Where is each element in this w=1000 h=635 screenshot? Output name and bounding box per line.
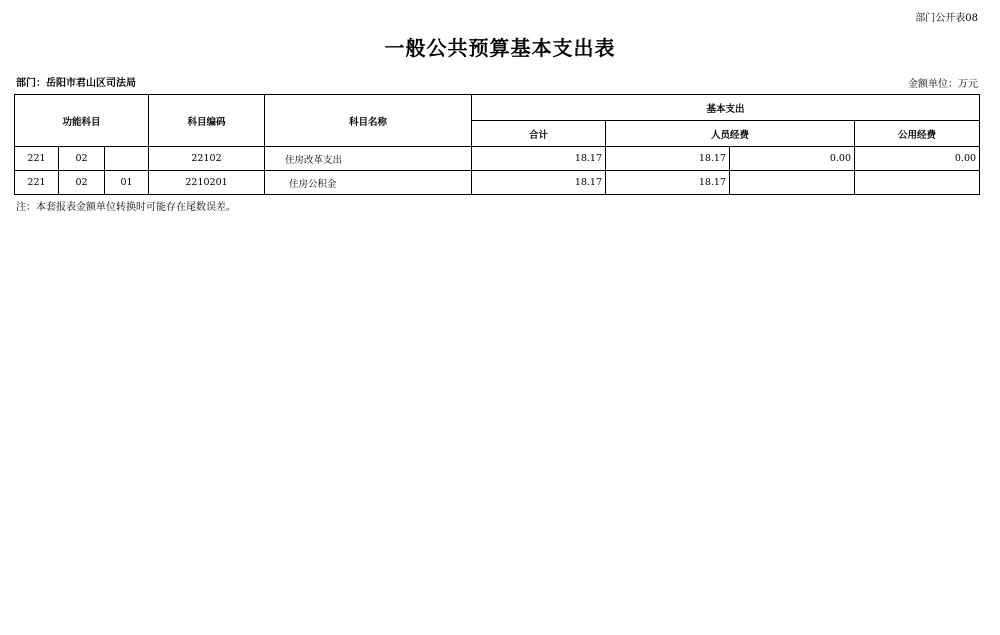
header-public: 公用经费	[855, 121, 980, 147]
department-label: 部门：岳阳市君山区司法局	[16, 78, 136, 89]
cell-name: 住房公积金	[265, 171, 472, 195]
cell-total: 18.17	[472, 147, 606, 171]
header-function-subject: 功能科目	[15, 95, 149, 147]
form-code: 部门公开表08	[915, 13, 978, 24]
cell-item: 01	[105, 171, 149, 195]
cell-item	[105, 147, 149, 171]
table-row	[15, 171, 980, 195]
cell-personnel: 18.17	[606, 171, 730, 195]
cell-class: 221	[15, 171, 59, 195]
cell-section: 02	[59, 171, 105, 195]
header-personnel: 人员经费	[606, 121, 855, 147]
cell-section: 02	[59, 147, 105, 171]
header-row-1	[15, 95, 980, 121]
cell-code: 2210201	[149, 171, 265, 195]
cell-class: 221	[15, 147, 59, 171]
cell-public	[855, 171, 980, 195]
header-basic-expenditure: 基本支出	[472, 95, 980, 121]
cell-personnel-extra: 0.00	[730, 147, 855, 171]
cell-code: 22102	[149, 147, 265, 171]
cell-personnel: 18.17	[606, 147, 730, 171]
header-total: 合计	[472, 121, 606, 147]
cell-total: 18.17	[472, 171, 606, 195]
footnote: 注：本套报表金额单位转换时可能存在尾数误差。	[16, 202, 236, 213]
header-subject-name: 科目名称	[265, 95, 472, 147]
cell-personnel-extra	[730, 171, 855, 195]
header-subject-code: 科目编码	[149, 95, 265, 147]
table-row	[15, 147, 980, 171]
page-title: 一般公共预算基本支出表	[384, 36, 616, 60]
cell-name: 住房改革支出	[265, 147, 472, 171]
cell-public: 0.00	[855, 147, 980, 171]
unit-label: 金额单位：万元	[908, 79, 978, 90]
budget-table	[14, 94, 980, 195]
